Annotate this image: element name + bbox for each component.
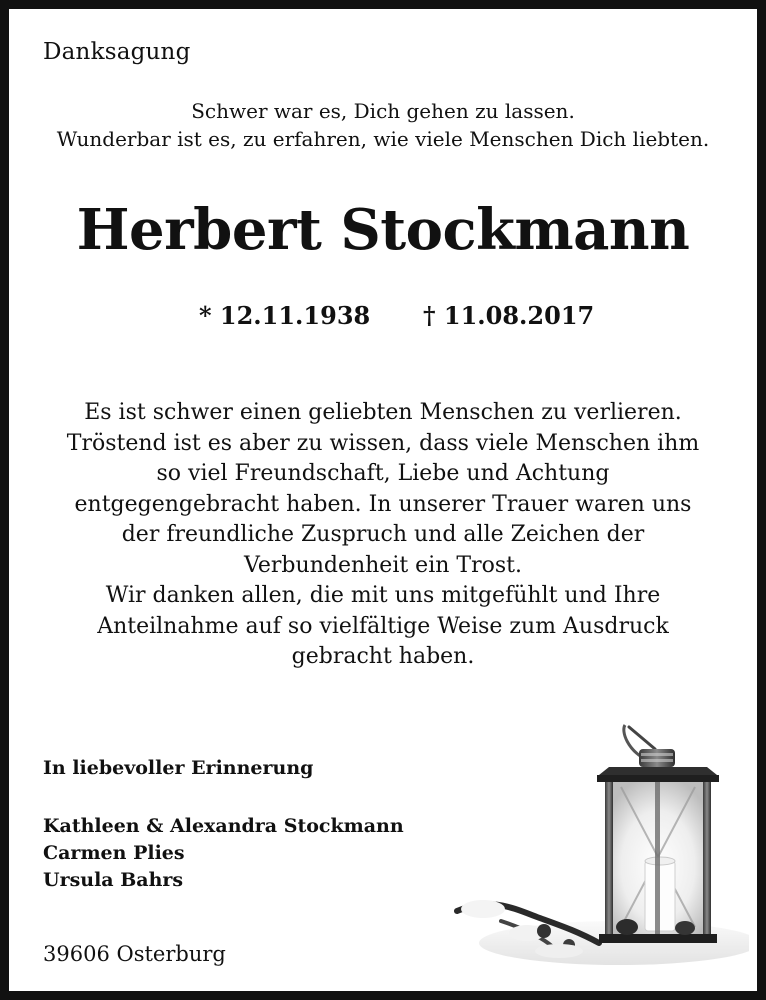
location: 39606 Osterburg — [43, 942, 226, 966]
body-line: Anteilnahme auf so vielfältige Weise zum Ausdruck — [97, 613, 669, 639]
signer-name: Carmen Plies — [43, 842, 185, 864]
body-line: so viel Freundschaft, Liebe und Achtung — [156, 461, 610, 486]
body-line: entgegengebracht haben. In unserer Trauer waren uns — [74, 491, 692, 517]
motto-line: Wunderbar ist es, zu erfahren, wie viele Menschen Dich liebten. — [56, 127, 710, 151]
body-line: Wir danken allen, die mit uns mitgefühlt und Ihre — [105, 583, 661, 608]
body-line: Tröstend ist es aber zu wissen, dass viele Menschen ihm — [66, 430, 700, 456]
body-line: Verbundenheit ein Trost. — [244, 552, 522, 578]
motto-line: Schwer war es, Dich gehen zu lassen. — [191, 99, 575, 123]
lantern-with-candle-image — [449, 721, 749, 971]
body-line: gebracht haben. — [291, 644, 475, 669]
signer-name: Kathleen & Alexandra Stockmann — [43, 815, 404, 837]
motto — [9, 97, 757, 153]
thank-you-text — [9, 398, 757, 673]
body-line: der freundliche Zuspruch und alle Zeichen der — [121, 522, 645, 547]
signers-list — [43, 813, 404, 894]
notice-heading: Danksagung — [43, 39, 191, 65]
remembrance-line: In liebevoller Erinnerung — [43, 757, 314, 779]
birth-date: * 12.11.1938 — [199, 301, 371, 330]
deceased-name: Herbert Stockmann — [76, 197, 690, 263]
body-line: Es ist schwer einen geliebten Menschen zu verlieren. — [84, 400, 682, 425]
death-date: † 11.08.2017 — [423, 301, 595, 330]
signer-name: Ursula Bahrs — [43, 869, 184, 891]
life-dates — [9, 301, 757, 333]
